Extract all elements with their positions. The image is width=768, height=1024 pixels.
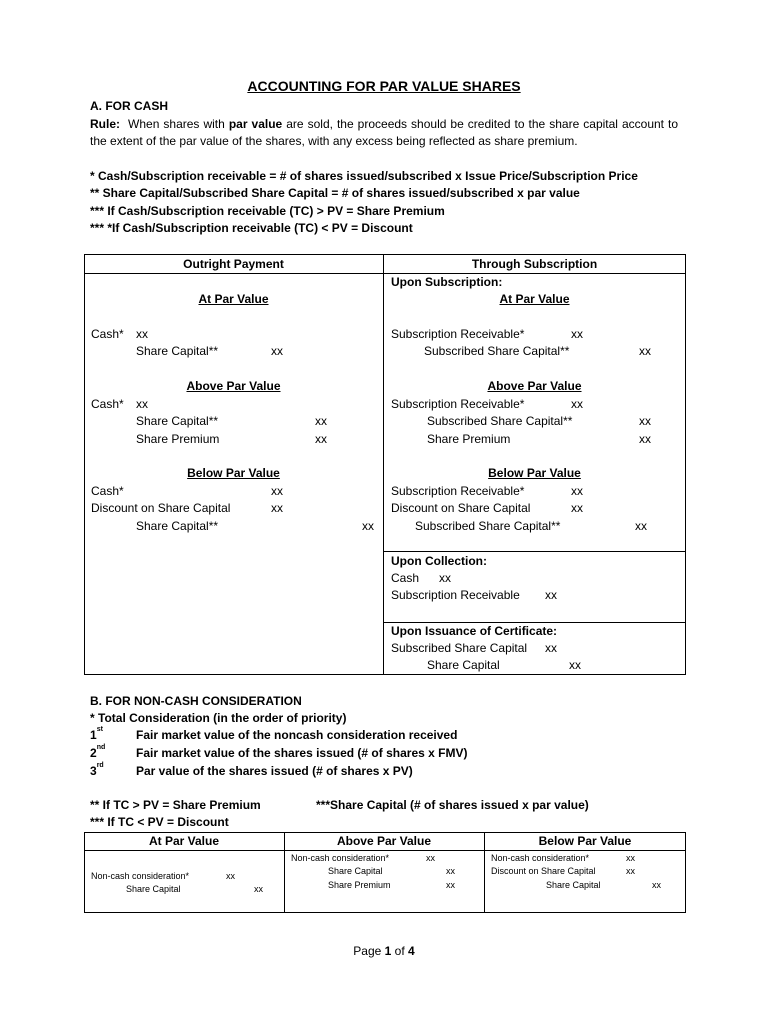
rule-text-2: are sold, the proceeds should be credited to the share capital account to the extent of the par value of the shares, with any excess being reflected as share premium. bbox=[90, 117, 679, 148]
collection-cash: Cash bbox=[391, 571, 420, 585]
right-below-sr: Subscription Receivable* bbox=[391, 484, 525, 498]
t2-above-noncash-amt: xx bbox=[426, 853, 435, 863]
issuance-ssc-amt: xx bbox=[545, 641, 557, 655]
t2-atpar-noncash: Non-cash consideration* bbox=[91, 871, 190, 881]
note-1: * Cash/Subscription receivable = # of shares issued/subscribed x Issue Price/Subscription Price bbox=[90, 169, 638, 183]
page-title: ACCOUNTING FOR PAR VALUE SHARES bbox=[247, 78, 521, 94]
t2-above-sc: Share Capital bbox=[328, 866, 383, 876]
left-below-cash: Cash* bbox=[91, 484, 124, 498]
priority-2-text: Fair market value of the shares issued (# of shares x FMV) bbox=[136, 746, 468, 760]
note-share-premium: ** If TC > PV = Share Premium bbox=[90, 798, 261, 812]
priority-1-text: Fair market value of the noncash consideration received bbox=[136, 728, 458, 742]
note-discount: *** If TC < PV = Discount bbox=[90, 815, 229, 829]
issuance-ssc: Subscribed Share Capital bbox=[391, 641, 528, 655]
right-atpar-ssc-amt: xx bbox=[639, 344, 651, 358]
col-at-par: At Par Value bbox=[148, 834, 220, 848]
rule-paragraph bbox=[90, 116, 678, 150]
left-below-sc: Share Capital** bbox=[136, 519, 219, 533]
page-footer bbox=[0, 944, 768, 958]
right-above-sp-amt: xx bbox=[639, 432, 651, 446]
collection-cash-amt: xx bbox=[439, 571, 451, 585]
table-1-collection-line bbox=[383, 551, 686, 552]
right-above-par-heading: Above Par Value bbox=[487, 379, 582, 393]
note-2: ** Share Capital/Subscribed Share Capital = # of shares issued/subscribed x par value bbox=[90, 186, 580, 200]
t2-below-discount: Discount on Share Capital bbox=[491, 866, 596, 876]
right-above-sr: Subscription Receivable* bbox=[391, 397, 525, 411]
page-word: Page bbox=[353, 944, 382, 958]
page-total: 4 bbox=[408, 944, 415, 958]
right-atpar-sr: Subscription Receivable* bbox=[391, 327, 525, 341]
upon-issuance-label: Upon Issuance of Certificate: bbox=[391, 624, 558, 638]
issuance-sc-amt: xx bbox=[569, 658, 581, 672]
right-below-sr-amt: xx bbox=[571, 484, 583, 498]
note-share-capital: ***Share Capital (# of shares issued x par value) bbox=[316, 798, 589, 812]
t2-above-sp-amt: xx bbox=[446, 880, 455, 890]
page-number: 1 bbox=[384, 944, 392, 958]
collection-sr-amt: xx bbox=[545, 588, 557, 602]
left-below-par-heading: Below Par Value bbox=[187, 466, 280, 480]
right-below-par-heading: Below Par Value bbox=[488, 466, 581, 480]
left-below-cash-amt: xx bbox=[271, 484, 283, 498]
left-atpar-sc: Share Capital** bbox=[136, 344, 219, 358]
right-below-ssc: Subscribed Share Capital** bbox=[415, 519, 561, 533]
t2-below-sc-amt: xx bbox=[652, 880, 661, 890]
t2-below-discount-amt: xx bbox=[626, 866, 635, 876]
t2-above-sc-amt: xx bbox=[446, 866, 455, 876]
table-2-header-line bbox=[84, 850, 686, 851]
priority-2-num: 2nd bbox=[90, 744, 106, 760]
col-outright-payment: Outright Payment bbox=[183, 257, 284, 271]
left-above-sc-amt: xx bbox=[315, 414, 327, 428]
right-below-discount: Discount on Share Capital bbox=[391, 501, 531, 515]
t2-below-noncash-amt: xx bbox=[626, 853, 635, 863]
right-above-sp: Share Premium bbox=[427, 432, 511, 446]
collection-sr: Subscription Receivable bbox=[391, 588, 520, 602]
left-above-cash-amt: xx bbox=[136, 397, 148, 411]
priority-3-text: Par value of the shares issued (# of shares x PV) bbox=[136, 764, 413, 778]
right-above-ssc: Subscribed Share Capital** bbox=[427, 414, 573, 428]
left-below-discount-amt: xx bbox=[271, 501, 283, 515]
right-at-par-heading: At Par Value bbox=[499, 292, 570, 306]
of-word: of bbox=[394, 944, 405, 958]
right-below-ssc-amt: xx bbox=[635, 519, 647, 533]
rule-text-bold: par value bbox=[228, 117, 283, 131]
left-above-sp-amt: xx bbox=[315, 432, 327, 446]
priority-3-num: 3rd bbox=[90, 762, 104, 778]
section-b-heading: B. FOR NON-CASH CONSIDERATION bbox=[90, 694, 302, 708]
left-atpar-cash: Cash* bbox=[91, 327, 124, 341]
upon-collection-label: Upon Collection: bbox=[391, 554, 487, 568]
issuance-sc: Share Capital bbox=[427, 658, 500, 672]
rule-text-1: When shares with bbox=[128, 117, 225, 131]
left-below-sc-amt: xx bbox=[362, 519, 374, 533]
col-through-subscription: Through Subscription bbox=[471, 257, 598, 271]
left-below-discount: Discount on Share Capital bbox=[91, 501, 231, 515]
t2-atpar-noncash-amt: xx bbox=[226, 871, 235, 881]
left-above-sp: Share Premium bbox=[136, 432, 220, 446]
left-at-par-heading: At Par Value bbox=[198, 292, 269, 306]
rule-label: Rule: bbox=[90, 117, 120, 131]
left-above-sc: Share Capital** bbox=[136, 414, 219, 428]
right-above-sr-amt: xx bbox=[571, 397, 583, 411]
t2-atpar-sc: Share Capital bbox=[126, 884, 181, 894]
t2-below-noncash: Non-cash consideration* bbox=[491, 853, 590, 863]
right-above-ssc-amt: xx bbox=[639, 414, 651, 428]
left-atpar-cash-amt: xx bbox=[136, 327, 148, 341]
left-above-cash: Cash* bbox=[91, 397, 124, 411]
t2-atpar-sc-amt: xx bbox=[254, 884, 263, 894]
left-above-par-heading: Above Par Value bbox=[186, 379, 281, 393]
priority-1-num: 1st bbox=[90, 726, 103, 742]
table-1-divider bbox=[383, 254, 384, 675]
table-1-issuance-line bbox=[383, 622, 686, 623]
total-consideration: * Total Consideration (in the order of priority) bbox=[90, 711, 347, 725]
t2-above-sp: Share Premium bbox=[328, 880, 391, 890]
right-atpar-ssc: Subscribed Share Capital** bbox=[424, 344, 570, 358]
upon-subscription-label: Upon Subscription: bbox=[391, 275, 503, 289]
right-below-discount-amt: xx bbox=[571, 501, 583, 515]
table-1-header-line bbox=[84, 273, 686, 274]
section-a-heading: A. FOR CASH bbox=[90, 99, 168, 113]
t2-below-sc: Share Capital bbox=[546, 880, 601, 890]
col-below-par: Below Par Value bbox=[538, 834, 632, 848]
left-atpar-sc-amt: xx bbox=[271, 344, 283, 358]
right-atpar-sr-amt: xx bbox=[571, 327, 583, 341]
col-above-par: Above Par Value bbox=[336, 834, 432, 848]
t2-above-noncash: Non-cash consideration* bbox=[291, 853, 390, 863]
note-4: *** *If Cash/Subscription receivable (TC) < PV = Discount bbox=[90, 221, 413, 235]
note-3: *** If Cash/Subscription receivable (TC) > PV = Share Premium bbox=[90, 204, 445, 218]
table-1 bbox=[84, 254, 686, 675]
